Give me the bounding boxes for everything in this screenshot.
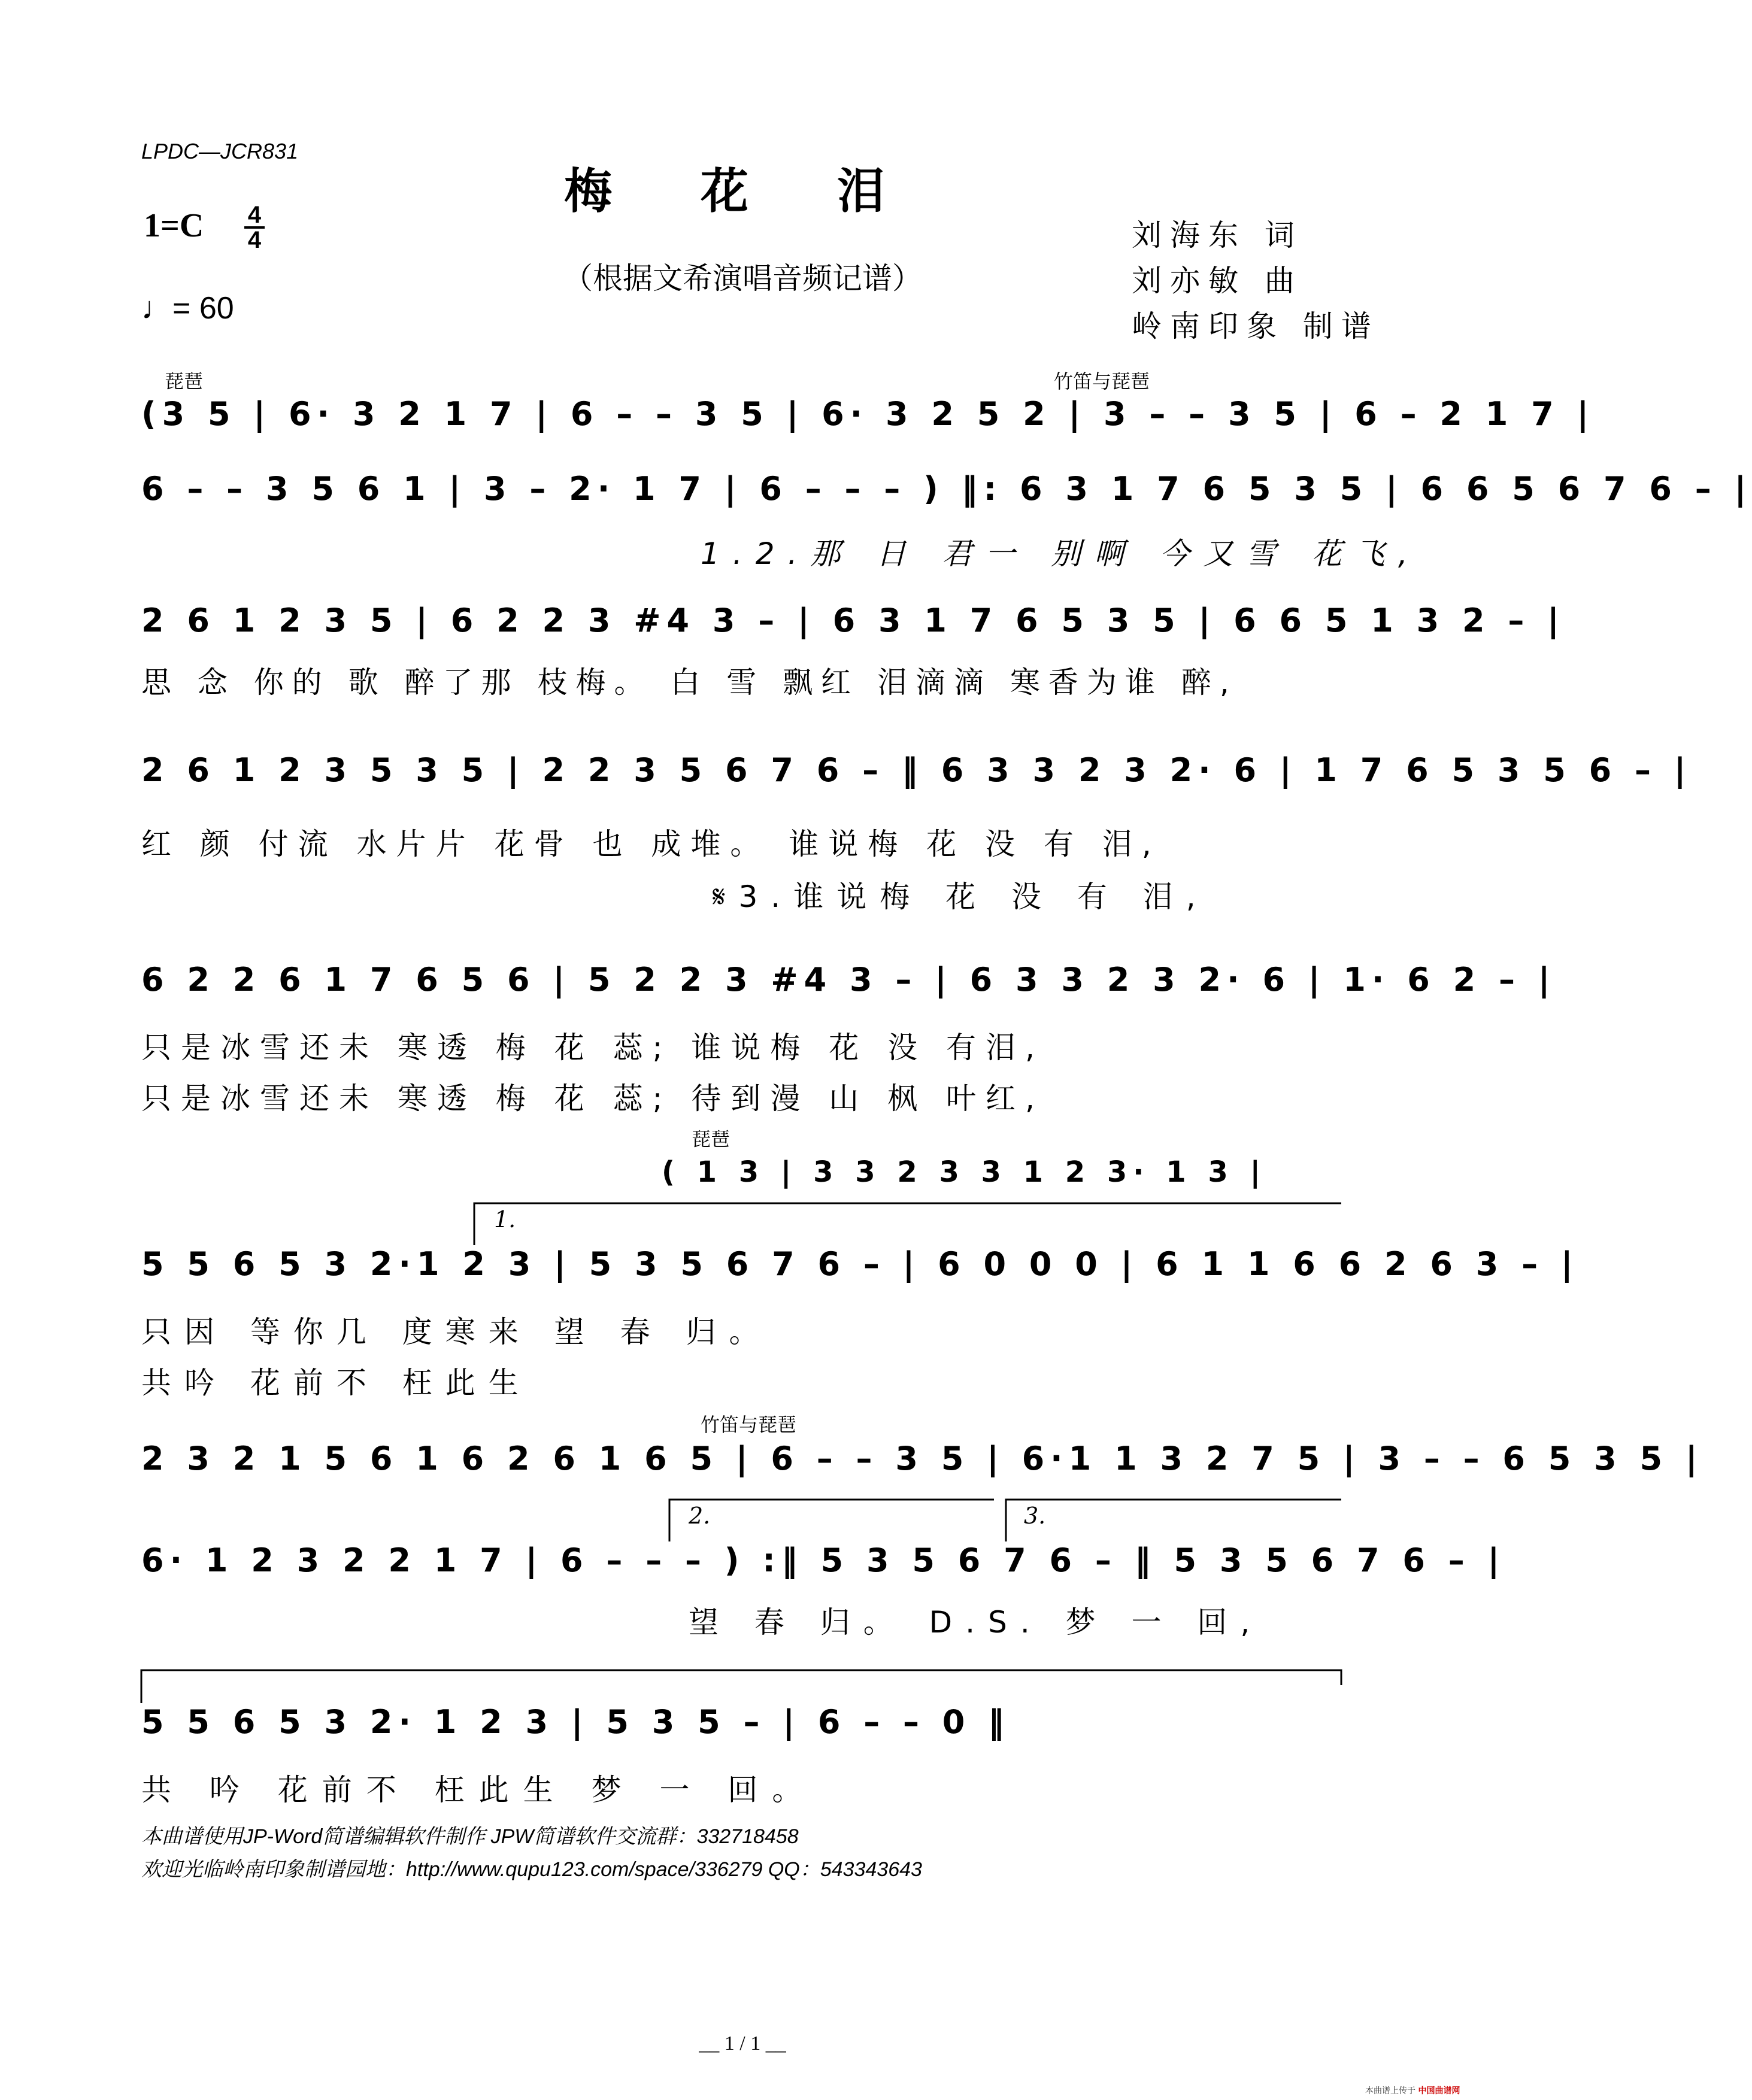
volta-3-label: 3. [1024, 1503, 1046, 1529]
time-signature-top: 4 [247, 202, 262, 228]
score-line-10: 5 5 6 5 3 2· 1 2 3 | 5 3 5 – | 6 – – 0 ‖ [141, 1703, 1011, 1741]
instrument-cue-dizi-pipa: 竹笛与琵琶 [701, 1413, 797, 1436]
volta-1-bracket [474, 1203, 1341, 1245]
page-number: __ 1 / 1 __ [699, 2032, 786, 2055]
footer-website-line: 欢迎光临岭南印象制谱园地：http://www.qupu123.com/space/336279 QQ：543343643 [141, 1858, 922, 1881]
instrument-cue-pipa: 琵琶 [692, 1128, 730, 1151]
upload-stamp-site: 中国曲谱网 [1418, 2086, 1460, 2096]
lyricist-credit: 刘海东 词 [1132, 218, 1303, 253]
score-line-5: 6 2 2 6 1 7 6 5 6 | 5 2 2 3 #4 3 – | 6 3 3 2 3 2· 6 | 1· 6 2 – | [141, 961, 1556, 999]
arranger-credit: 岭南印象 制谱 [1132, 309, 1380, 344]
instrument-cue-pipa: 琵琶 [165, 370, 204, 393]
volta-1-label: 1. [494, 1206, 516, 1233]
page-title: 梅 花 泪 [564, 163, 921, 219]
score-code: LPDC—JCR831 [141, 139, 299, 163]
coda-bracket [141, 1670, 1341, 1703]
lyric-line-4b: 𝄋3.谁说梅 花 没 有 泪, [713, 879, 1209, 914]
lyric-line-3: 思 念 你的 歌 醉了那 枝梅。 白 雪 飘红 泪滴滴 寒香为谁 醉, [141, 665, 1238, 700]
score-line-9: 6· 1 2 3 2 2 1 7 | 6 – – – ) :‖ 5 3 5 6 7 6 – ‖ 5 3 5 6 7 6 – | [141, 1541, 1506, 1579]
lyric-line-7: 只因 等你几 度寒来 望 春 归。 [141, 1315, 772, 1349]
lyric-line-7b: 共吟 花前不 枉此生 [141, 1365, 532, 1400]
score-line-4: 2 6 1 2 3 5 3 5 | 2 2 3 5 6 7 6 – ‖ 6 3 3 2 3 2· 6 | 1 7 6 5 3 5 6 – | [141, 751, 1692, 789]
score-line-2: 6 – – 3 5 6 1 | 3 – 2· 1 7 | 6 – – – ) ‖: 6 3 1 7 6 5 3 5 | 6 6 5 6 7 6 – | [141, 470, 1752, 508]
footer-software-line: 本曲谱使用JP-Word简谱编辑软件制作 JPW简谱软件交流群：332718458 [141, 1825, 799, 1848]
interlude-line: ( 1 3 | 3 3 2 3 3 1 2 3· 1 3 | [662, 1155, 1266, 1189]
tempo-marking: ♩= 60 [141, 291, 234, 326]
page-subtitle: （根据文希演唱音频记谱） [563, 261, 922, 296]
time-signature-bottom: 4 [247, 227, 262, 253]
score-line-8: 2 3 2 1 5 6 1 6 2 6 1 6 5 | 6 – – 3 5 | 6·1 1 3 2 7 5 | 3 – – 6 5 3 5 | [141, 1440, 1703, 1477]
volta-2-label: 2. [689, 1503, 711, 1529]
lyric-line-5: 只是冰雪还未 寒透 梅 花 蕊; 谁说梅 花 没 有泪, [141, 1030, 1044, 1065]
lyric-line-10: 共 吟 花前不 枉此生 梦 一 回。 [141, 1773, 817, 1807]
key-signature: 1=C [144, 207, 204, 244]
lyric-line-2: 1.2.那 日 君一 别啊 今又雪 花飞, [701, 536, 1421, 571]
score-line-1: (3 5 | 6· 3 2 1 7 | 6 – – 3 5 | 6· 3 2 5 2 | 3 – – 3 5 | 6 – 2 1 7 | [141, 395, 1595, 433]
lyric-line-4: 红 颜 付流 水片片 花骨 也 成堆。 谁说梅 花 没 有 泪, [141, 827, 1161, 861]
composer-credit: 刘亦敏 曲 [1132, 263, 1303, 298]
lyric-line-9: 望 春 归。 D.S. 梦 一 回, [689, 1605, 1263, 1640]
lyric-line-5b: 只是冰雪还未 寒透 梅 花 蕊; 待到漫 山 枫 叶红, [141, 1081, 1044, 1116]
volta-2-bracket [669, 1500, 994, 1541]
upload-stamp-text: 本曲谱上传于 [1365, 2086, 1415, 2096]
volta-3-bracket [1006, 1500, 1341, 1541]
instrument-cue-dizi-pipa: 竹笛与琵琶 [1054, 370, 1150, 393]
score-line-3: 2 6 1 2 3 5 | 6 2 2 3 #4 3 – | 6 3 1 7 6 5 3 5 | 6 6 5 1 3 2 – | [141, 602, 1565, 639]
score-line-7: 5 5 6 5 3 2·1 2 3 | 5 3 5 6 7 6 – | 6 0 0 0 | 6 1 1 6 6 2 6 3 – | [141, 1245, 1579, 1283]
